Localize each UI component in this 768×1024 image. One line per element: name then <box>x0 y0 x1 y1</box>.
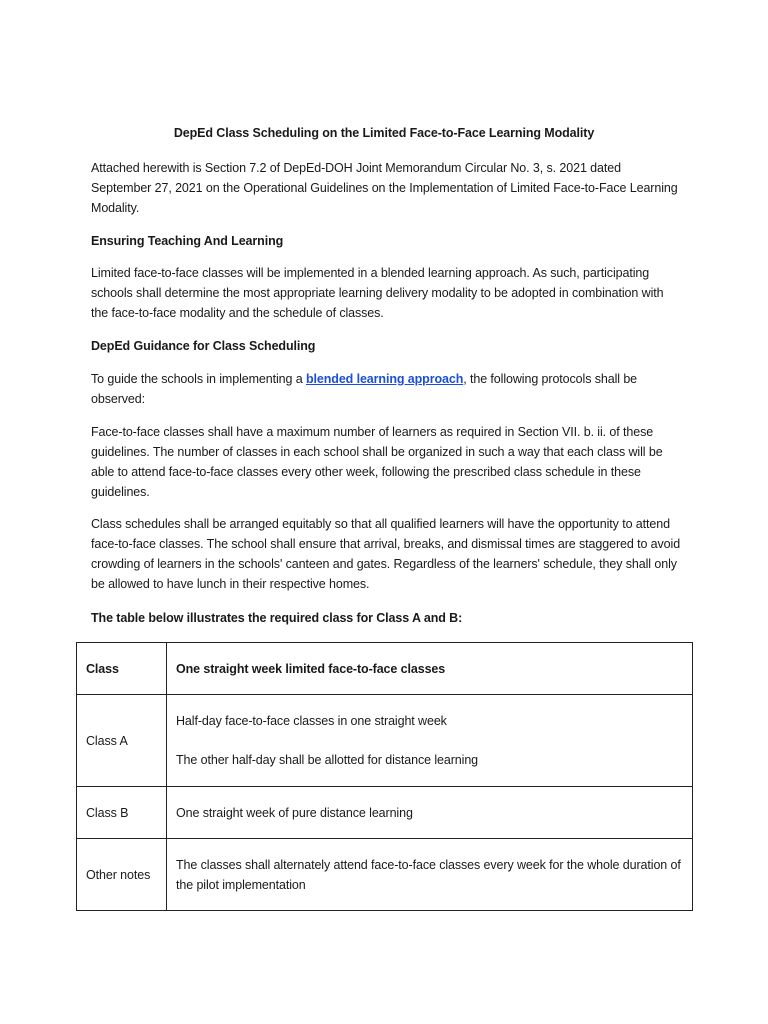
table-header-row <box>77 643 693 695</box>
other-notes-label: Other notes <box>77 839 167 911</box>
heading-class-scheduling: DepEd Guidance for Class Scheduling <box>91 339 316 353</box>
header-class-cell: Class <box>77 643 167 695</box>
class-a-line-1: Half-day face-to-face classes in one straight week <box>176 714 447 728</box>
schedules-paragraph: Class schedules shall be arranged equitably so that all qualified learners will have the opportunity to attend face-to-face classes. The school shall ensure that arrival, breaks, and dismissal times are staggered to avoid crowding of learners in the schools' canteen and gates. Regardless of the learners' schedule, they shall only be allowed to have lunch in their respective homes. <box>91 517 681 591</box>
guide-suffix: , the following protocols shall be observed: <box>91 372 638 406</box>
heading-ensuring-teaching: Ensuring Teaching And Learning <box>91 234 284 248</box>
class-b-description: One straight week of pure distance learning <box>167 787 693 839</box>
guide-paragraph <box>91 369 681 409</box>
guide-prefix: To guide the schools in implementing a <box>91 372 306 386</box>
intro-paragraph: Attached herewith is Section 7.2 of DepEd-DOH Joint Memorandum Circular No. 3, s. 2021 dated September 27, 2021 on the Operational Guidelines on the Implementation of Limited Face-to-Face Learning Modality. <box>91 161 678 215</box>
max-learners-paragraph: Face-to-face classes shall have a maximum number of learners as required in Section VII. b. ii. of these guidelines. The number of classes in each school shall be organized in such a way that each class will be able to attend face-to-face classes every other week, following the prescribed class schedule in these guidelines. <box>91 425 663 499</box>
class-schedule-table <box>76 642 693 911</box>
class-a-label: Class A <box>77 695 167 787</box>
class-a-line-2: The other half-day shall be allotted for distance learning <box>176 753 479 767</box>
table-intro: The table below illustrates the required class for Class A and B: <box>91 611 463 625</box>
table-row-class-a <box>77 695 693 787</box>
other-notes-description: The classes shall alternately attend face-to-face classes every week for the whole duration of the pilot implementation <box>167 839 693 911</box>
table-row-other-notes <box>77 839 693 911</box>
header-description-cell: One straight week limited face-to-face classes <box>167 643 693 695</box>
class-a-description <box>167 695 693 787</box>
blended-paragraph: Limited face-to-face classes will be implemented in a blended learning approach. As such, participating schools shall determine the most appropriate learning delivery modality to be adopted in combination with the face-to-face modality and the schedule of classes. <box>91 266 664 320</box>
blended-learning-link[interactable]: blended learning approach <box>305 372 464 386</box>
document-title: DepEd Class Scheduling on the Limited Face-to-Face Learning Modality <box>173 126 595 140</box>
class-b-label: Class B <box>77 787 167 839</box>
table-row-class-b <box>77 787 693 839</box>
